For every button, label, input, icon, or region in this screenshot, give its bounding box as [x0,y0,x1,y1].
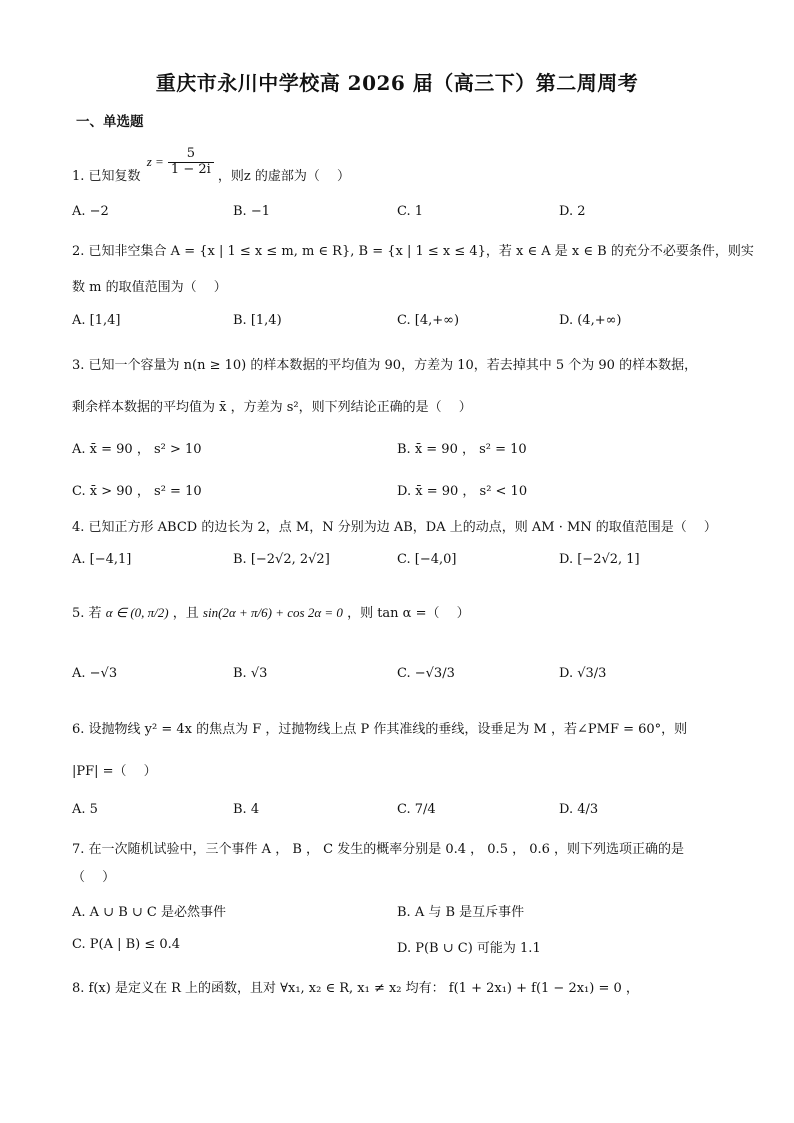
question-2-line-1: 2. 已知非空集合 A = {x | 1 ≤ x ≤ m, m ∈ R}, B = {x | 1 ≤ x ≤ 4}，若 x ∈ A 是 x ∈ B 的充分不必要条件，则实 [72,244,754,259]
question-4: 4. 已知正方形 ABCD 的边长为 2，点 M，N 分别为边 AB，DA 上的动点，则 AM · MN 的取值范围是（ ） [72,520,717,535]
q4-option-d: D. [−2√2, 1] [559,552,640,567]
q5-condition: α ∈ (0, π/2) [105,605,169,620]
q1-prefix: 1. 已知复数 [72,168,141,184]
question-7-line-1: 7. 在一次随机试验中，三个事件 A ， B ， C 发生的概率分别是 0.4 ， 0.5 ， 0.6 ，则下列选项正确的是 [72,842,685,857]
question-6-line-1: 6. 设抛物线 y² = 4x 的焦点为 F ，过抛物线上点 P 作其准线的垂线，设垂足为 M ，若∠PMF = 60°，则 [72,722,688,737]
q4-option-a: A. [−4,1] [72,552,132,567]
q5-prefix: 5. 若 [72,606,102,621]
question-8-line-1: 8. f(x) 是定义在 R 上的函数，且对 ∀x₁, x₂ ∈ R, x₁ ≠ x₂ 均有： f(1 + 2x₁) + f(1 − 2x₁) = 0 ， [72,981,639,996]
q5-suffix: ，则 tan α =（ ） [347,606,470,621]
question-2-line-2: 数 m 的取值范围为（ ） [72,280,227,295]
q3-option-d: D. x̄ = 90 ， s² < 10 [397,484,528,499]
q1-fraction [168,147,214,178]
q2-option-b: B. [1,4) [233,313,282,328]
q1-option-b: B. −1 [233,204,270,219]
q4-option-c: C. [−4,0] [397,552,457,567]
question-7-line-2: （ ） [72,870,116,885]
question-3-line-2: 剩余样本数据的平均值为 x̄ ，方差为 s²，则下列结论正确的是（ ） [72,400,472,415]
q6-option-d: D. 4/3 [559,802,599,817]
q1-frac-den: 1 − 2i [168,162,214,178]
q1-option-a: A. −2 [72,204,109,219]
q5-equation: sin(2α + π/6) + cos 2α = 0 [202,605,343,620]
question-1 [72,147,350,184]
q2-option-c: C. [4,+∞) [397,313,460,328]
q5-option-d: D. √3/3 [559,666,607,681]
q7-option-d: D. P(B ∪ C) 可能为 1.1 [397,941,541,956]
q1-suffix: ，则z 的虚部为（ ） [217,168,351,184]
q5-mid: ，且 [172,606,199,621]
q6-option-c: C. 7/4 [397,802,436,817]
section-heading: 一、单选题 [76,114,144,130]
q7-option-b: B. A 与 B 是互斥事件 [397,905,525,920]
q1-option-d: D. 2 [559,204,586,219]
q5-option-b: B. √3 [233,666,268,681]
q5-option-c: C. −√3/3 [397,666,455,681]
q6-option-a: A. 5 [72,802,98,817]
q7-option-c: C. P(A | B) ≤ 0.4 [72,937,181,952]
q3-option-c: C. x̄ > 90 ， s² = 10 [72,484,202,499]
q6-option-b: B. 4 [233,802,260,817]
question-6-line-2: |PF| =（ ） [72,764,157,779]
question-3-line-1: 3. 已知一个容量为 n(n ≥ 10) 的样本数据的平均值为 90，方差为 10，若去掉其中 5 个为 90 的样本数据， [72,358,698,373]
q1-option-c: C. 1 [397,204,424,219]
page-title: 重庆市永川中学校高 2026 届（高三下）第二周周考 [155,71,639,95]
q3-option-a: A. x̄ = 90 ， s² > 10 [72,442,202,457]
q3-option-b: B. x̄ = 90 ， s² = 10 [397,442,527,457]
q7-option-a: A. A ∪ B ∪ C 是必然事件 [72,905,226,920]
q4-option-b: B. [−2√2, 2√2] [233,552,330,567]
q1-frac-num: 5 [186,146,195,161]
q2-option-a: A. [1,4] [72,313,121,328]
q2-option-d: D. (4,+∞) [559,313,622,328]
question-5 [72,602,470,621]
q1-z-lhs: z = [146,154,164,170]
q5-option-a: A. −√3 [72,666,118,681]
